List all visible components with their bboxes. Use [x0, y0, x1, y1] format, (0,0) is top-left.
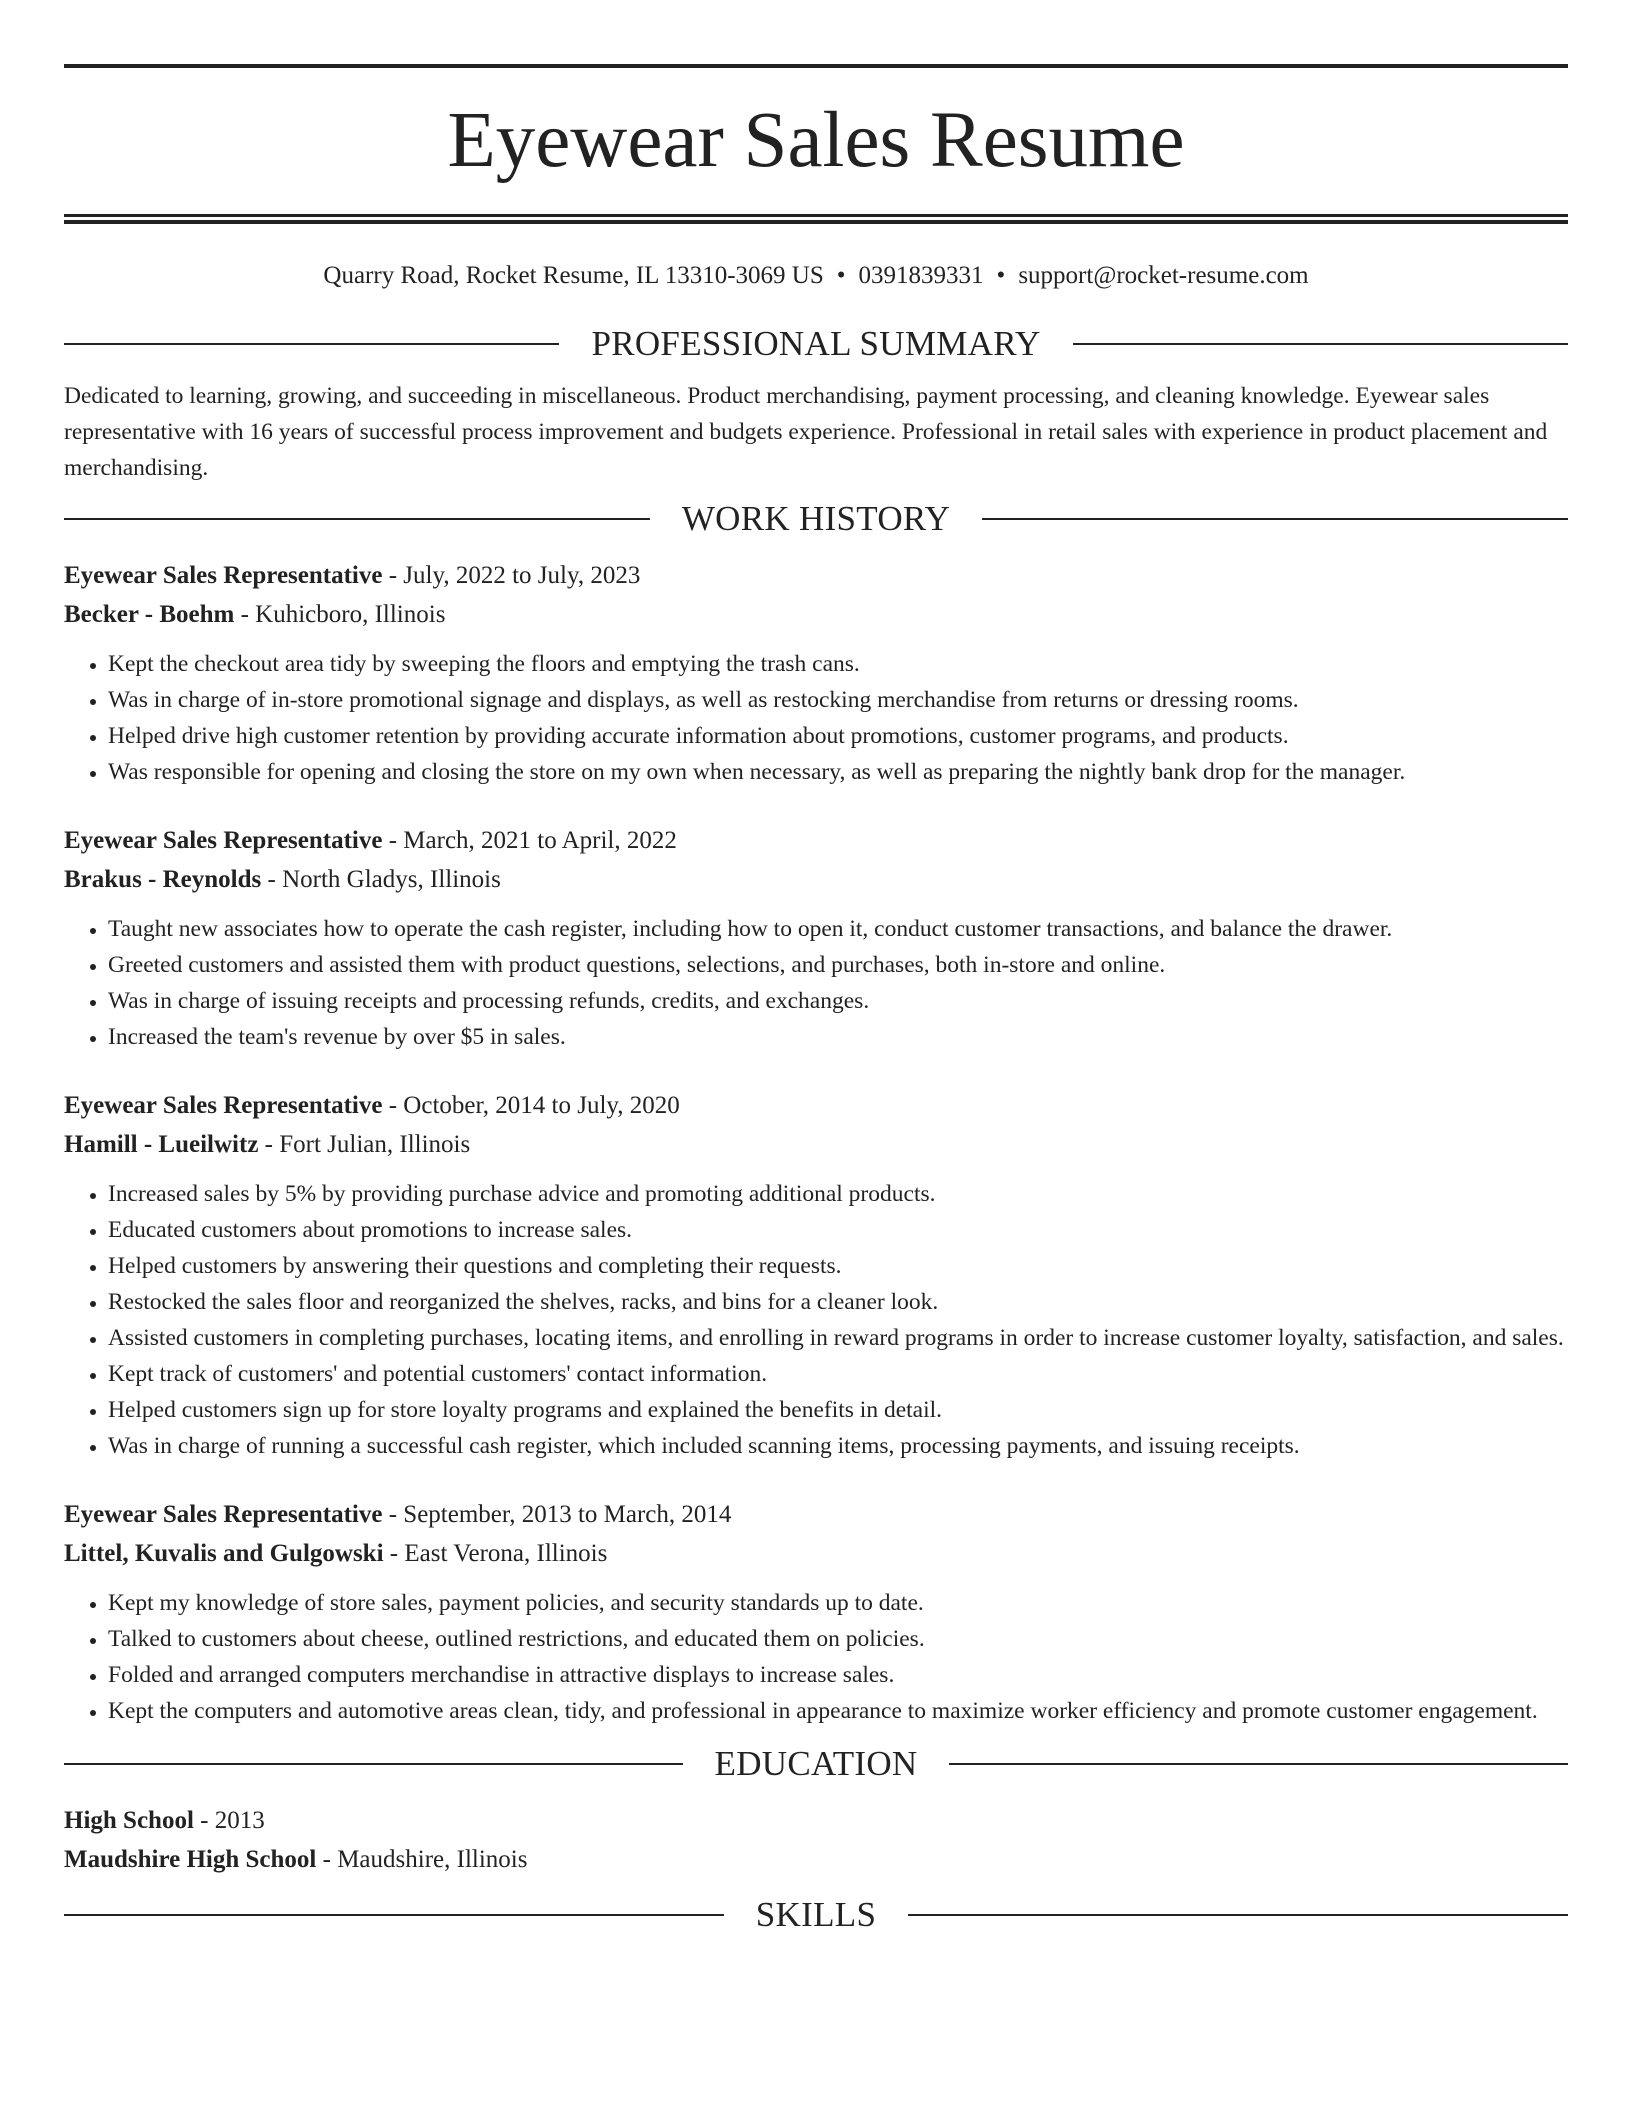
duty-item: • Kept the computers and automotive areas clean, tidy, and professional in appearance to maximize worker efficiency and promote customer engagement.: [108, 1693, 1568, 1729]
section-heading-education: [64, 1744, 1568, 1784]
education-school-line: [64, 1840, 1568, 1879]
divider-line: [982, 518, 1568, 520]
education-entry: [64, 1801, 1568, 1879]
duty-item: • Greeted customers and assisted them with product questions, selections, and purchases, both in-store and online.: [108, 947, 1568, 983]
education-degree-line: [64, 1801, 1568, 1840]
education-location: - Maudshire, Illinois: [316, 1846, 528, 1873]
job-dates: - September, 2013 to March, 2014: [382, 1501, 732, 1528]
duty-item: • Increased sales by 5% by providing purchase advice and promoting additional products.: [108, 1176, 1568, 1212]
contact-line: [64, 261, 1568, 291]
divider-line: [64, 1763, 683, 1765]
divider-line: [949, 1763, 1568, 1765]
duty-item: • Assisted customers in completing purchases, locating items, and enrolling in reward programs in order to increase customer loyalty, satisfaction, and sales.: [108, 1320, 1568, 1356]
job-company-line: [64, 1125, 1568, 1164]
duty-item: • Was responsible for opening and closing the store on my own when necessary, as well as preparing the nightly bank drop for the manager.: [108, 754, 1568, 790]
divider-line: [1073, 343, 1568, 345]
duty-item: • Increased the team's revenue by over $5 in sales.: [108, 1019, 1568, 1055]
job-company: Hamill - Lueilwitz: [64, 1131, 259, 1158]
job-location: - Fort Julian, Illinois: [258, 1131, 471, 1158]
duty-item: • Restocked the sales floor and reorganized the shelves, racks, and bins for a cleaner look.: [108, 1284, 1568, 1320]
section-heading-work-history: [64, 499, 1568, 539]
job-title-line: [64, 1495, 1568, 1534]
section-heading-summary: [64, 324, 1568, 364]
duty-item: • Talked to customers about cheese, outlined restrictions, and educated them on policies.: [108, 1621, 1568, 1657]
job-company: Becker - Boehm: [64, 601, 235, 628]
job-company: Brakus - Reynolds: [64, 866, 262, 893]
job-title: Eyewear Sales Representative: [64, 562, 383, 589]
job-entry: [64, 1495, 1568, 1729]
top-rule: [64, 64, 1568, 68]
job-company-line: [64, 860, 1568, 899]
job-title: Eyewear Sales Representative: [64, 1092, 383, 1119]
duty-item: • Was in charge of running a successful cash register, which included scanning items, processing payments, and issuing receipts.: [108, 1428, 1568, 1464]
job-title-line: [64, 1086, 1568, 1125]
contact-separator: •: [836, 262, 846, 289]
duty-item: • Was in charge of in-store promotional signage and displays, as well as restocking merchandise from returns or dressing rooms.: [108, 682, 1568, 718]
job-title-line: [64, 556, 1568, 595]
education-year: - 2013: [193, 1807, 265, 1834]
job-entry: [64, 821, 1568, 1055]
duty-item: • Taught new associates how to operate the cash register, including how to open it, conduct customer transactions, and balance the drawer.: [108, 911, 1568, 947]
duty-item: • Kept track of customers' and potential customers' contact information.: [108, 1356, 1568, 1392]
contact-separator: •: [996, 262, 1006, 289]
contact-address: Quarry Road, Rocket Resume, IL 13310-3069 US: [323, 262, 824, 289]
duty-item: • Kept my knowledge of store sales, payment policies, and security standards up to date.: [108, 1585, 1568, 1621]
title-double-rule: [64, 214, 1568, 224]
divider-line: [64, 518, 650, 520]
duty-item: • Educated customers about promotions to increase sales.: [108, 1212, 1568, 1248]
job-entry: [64, 1086, 1568, 1464]
job-title-line: [64, 821, 1568, 860]
contact-phone: 0391839331: [858, 262, 984, 289]
job-dates: - March, 2021 to April, 2022: [382, 827, 677, 854]
divider-line: [64, 1914, 724, 1916]
section-title: WORK HISTORY: [681, 499, 951, 538]
job-company-line: [64, 595, 1568, 634]
duty-list: [64, 1176, 1568, 1464]
job-entry: [64, 556, 1568, 790]
job-location: - East Verona, Illinois: [383, 1540, 608, 1567]
duty-item: • Was in charge of issuing receipts and processing refunds, credits, and exchanges.: [108, 983, 1568, 1019]
education-degree: High School: [64, 1807, 194, 1834]
section-title: EDUCATION: [714, 1744, 918, 1783]
contact-email: support@rocket-resume.com: [1018, 262, 1309, 289]
job-dates: - July, 2022 to July, 2023: [382, 562, 641, 589]
divider-line: [908, 1914, 1568, 1916]
job-location: - North Gladys, Illinois: [261, 866, 501, 893]
summary-text: Dedicated to learning, growing, and succeeding in miscellaneous. Product merchandising, payment processing, and cleaning knowledge. Eyewear sales representative with 16 years of successful process improvement and budgets experience. Professional in retail sales with experience in product placement and merchandising.: [64, 383, 1548, 481]
duty-list: [64, 646, 1568, 790]
divider-line: [64, 343, 559, 345]
section-title: PROFESSIONAL SUMMARY: [591, 324, 1041, 363]
job-dates: - October, 2014 to July, 2020: [382, 1092, 680, 1119]
resume-title: Eyewear Sales Resume: [447, 97, 1185, 184]
duty-item: • Helped customers sign up for store loyalty programs and explained the benefits in detail.: [108, 1392, 1568, 1428]
education-school: Maudshire High School: [64, 1846, 317, 1873]
job-company-line: [64, 1534, 1568, 1573]
job-title: Eyewear Sales Representative: [64, 1501, 383, 1528]
section-title: SKILLS: [755, 1895, 877, 1934]
duty-item: • Kept the checkout area tidy by sweeping the floors and emptying the trash cans.: [108, 646, 1568, 682]
duty-list: [64, 911, 1568, 1055]
job-company: Littel, Kuvalis and Gulgowski: [64, 1540, 384, 1567]
resume-page: [64, 64, 1568, 1935]
job-location: - Kuhicboro, Illinois: [234, 601, 446, 628]
duty-item: • Folded and arranged computers merchandise in attractive displays to increase sales.: [108, 1657, 1568, 1693]
duty-list: [64, 1585, 1568, 1729]
job-title: Eyewear Sales Representative: [64, 827, 383, 854]
duty-item: • Helped drive high customer retention by providing accurate information about promotions, customer programs, and products.: [108, 718, 1568, 754]
section-heading-skills: [64, 1895, 1568, 1935]
duty-item: • Helped customers by answering their questions and completing their requests.: [108, 1248, 1568, 1284]
